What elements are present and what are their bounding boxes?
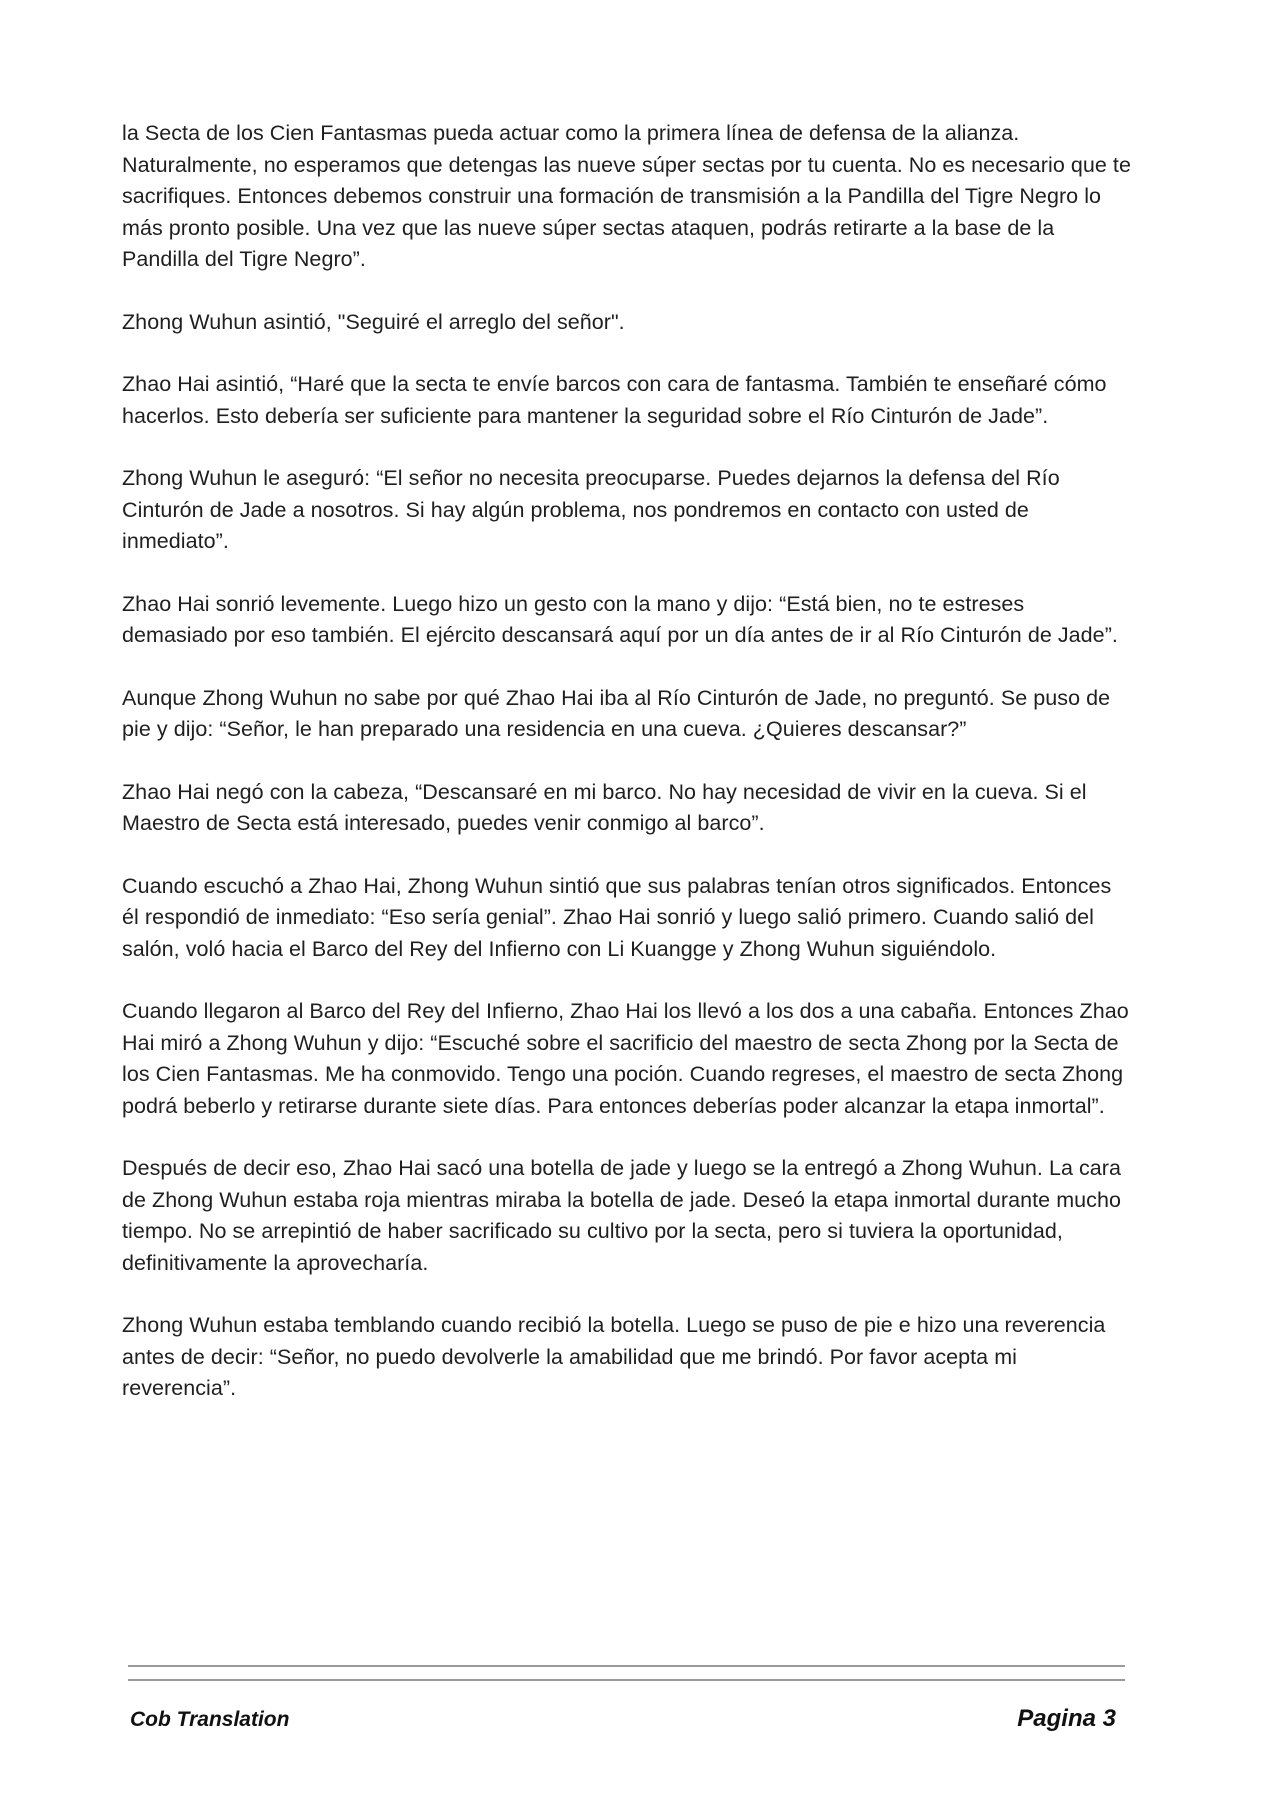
- page-body: [122, 118, 1132, 1436]
- paragraph: Zhao Hai negó con la cabeza, “Descansaré en mi barco. No hay necesidad de vivir en la cueva. Si el Maestro de Secta está interesado, puedes venir conmigo al barco”.: [122, 779, 1087, 835]
- paragraph: Aunque Zhong Wuhun no sabe por qué Zhao Hai iba al Río Cinturón de Jade, no preguntó. Se puso de pie y dijo: “Señor, le han preparado una residencia en una cueva. ¿Quieres descansar?”: [122, 685, 1111, 741]
- paragraph: Después de decir eso, Zhao Hai sacó una botella de jade y luego se la entregó a Zhong Wuhun. La cara de Zhong Wuhun estaba roja mientras miraba la botella de jade. Deseó la etapa inmortal durante mucho tiempo. No se arrepintió de haber sacrificado su cultivo por la secta, pero si tuviera la oportunidad, definitivamente la aprovecharía.: [122, 1156, 1122, 1275]
- paragraph: Zhong Wuhun le aseguró: “El señor no necesita preocuparse. Puedes dejarnos la defensa del Río Cinturón de Jade a nosotros. Si hay algún problema, nos pondremos en contacto con usted de inmediato”.: [122, 466, 1060, 553]
- footer-translator-credit: Cob Translation: [130, 1708, 290, 1731]
- paragraph: Zhong Wuhun asintió, "Seguiré el arreglo del señor".: [122, 309, 625, 334]
- paragraph: la Secta de los Cien Fantasmas pueda actuar como la primera línea de defensa de la alianza. Naturalmente, no esperamos que detengas las nueve súper sectas por tu cuenta. No es necesario que te sacrifiques. Entonces debemos construir una formación de transmisión a la Pandilla del Tigre Negro lo más pronto posible. Una vez que las nueve súper sectas ataquen, podrás retirarte a la base de la Pandilla del Tigre Negro”.: [122, 121, 1131, 271]
- paragraph: Zhong Wuhun estaba temblando cuando recibió la botella. Luego se puso de pie e hizo una reverencia antes de decir: “Señor, no puedo devolverle la amabilidad que me brindó. Por favor acepta mi reverencia”.: [122, 1313, 1106, 1400]
- paragraph: Zhao Hai sonrió levemente. Luego hizo un gesto con la mano y dijo: “Está bien, no te estreses demasiado por eso también. El ejército descansará aquí por un día antes de ir al Río Cinturón de Jade”.: [122, 591, 1118, 647]
- footer-page-number: Pagina 3: [1017, 1705, 1116, 1732]
- paragraph: Cuando llegaron al Barco del Rey del Infierno, Zhao Hai los llevó a los dos a una cabaña. Entonces Zhao Hai miró a Zhong Wuhun y dijo: “Escuché sobre el sacrificio del maestro de secta Zhong por la Secta de los Cien Fantasmas. Me ha conmovido. Tengo una poción. Cuando regreses, el maestro de secta Zhong podrá beberlo y retirarse durante siete días. Para entonces deberías poder alcanzar la etapa inmortal”.: [122, 999, 1129, 1118]
- paragraph: Zhao Hai asintió, “Haré que la secta te envíe barcos con cara de fantasma. También te enseñaré cómo hacerlos. Esto debería ser suficiente para mantener la seguridad sobre el Río Cinturón de Jade”.: [122, 372, 1107, 428]
- paragraph: Cuando escuchó a Zhao Hai, Zhong Wuhun sintió que sus palabras tenían otros significados. Entonces él respondió de inmediato: “Eso sería genial”. Zhao Hai sonrió y luego salió primero. Cuando salió del salón, voló hacia el Barco del Rey del Infierno con Li Kuangge y Zhong Wuhun siguiéndolo.: [122, 873, 1112, 961]
- footer-divider-top: [128, 1665, 1125, 1667]
- footer-divider-bottom: [128, 1679, 1125, 1681]
